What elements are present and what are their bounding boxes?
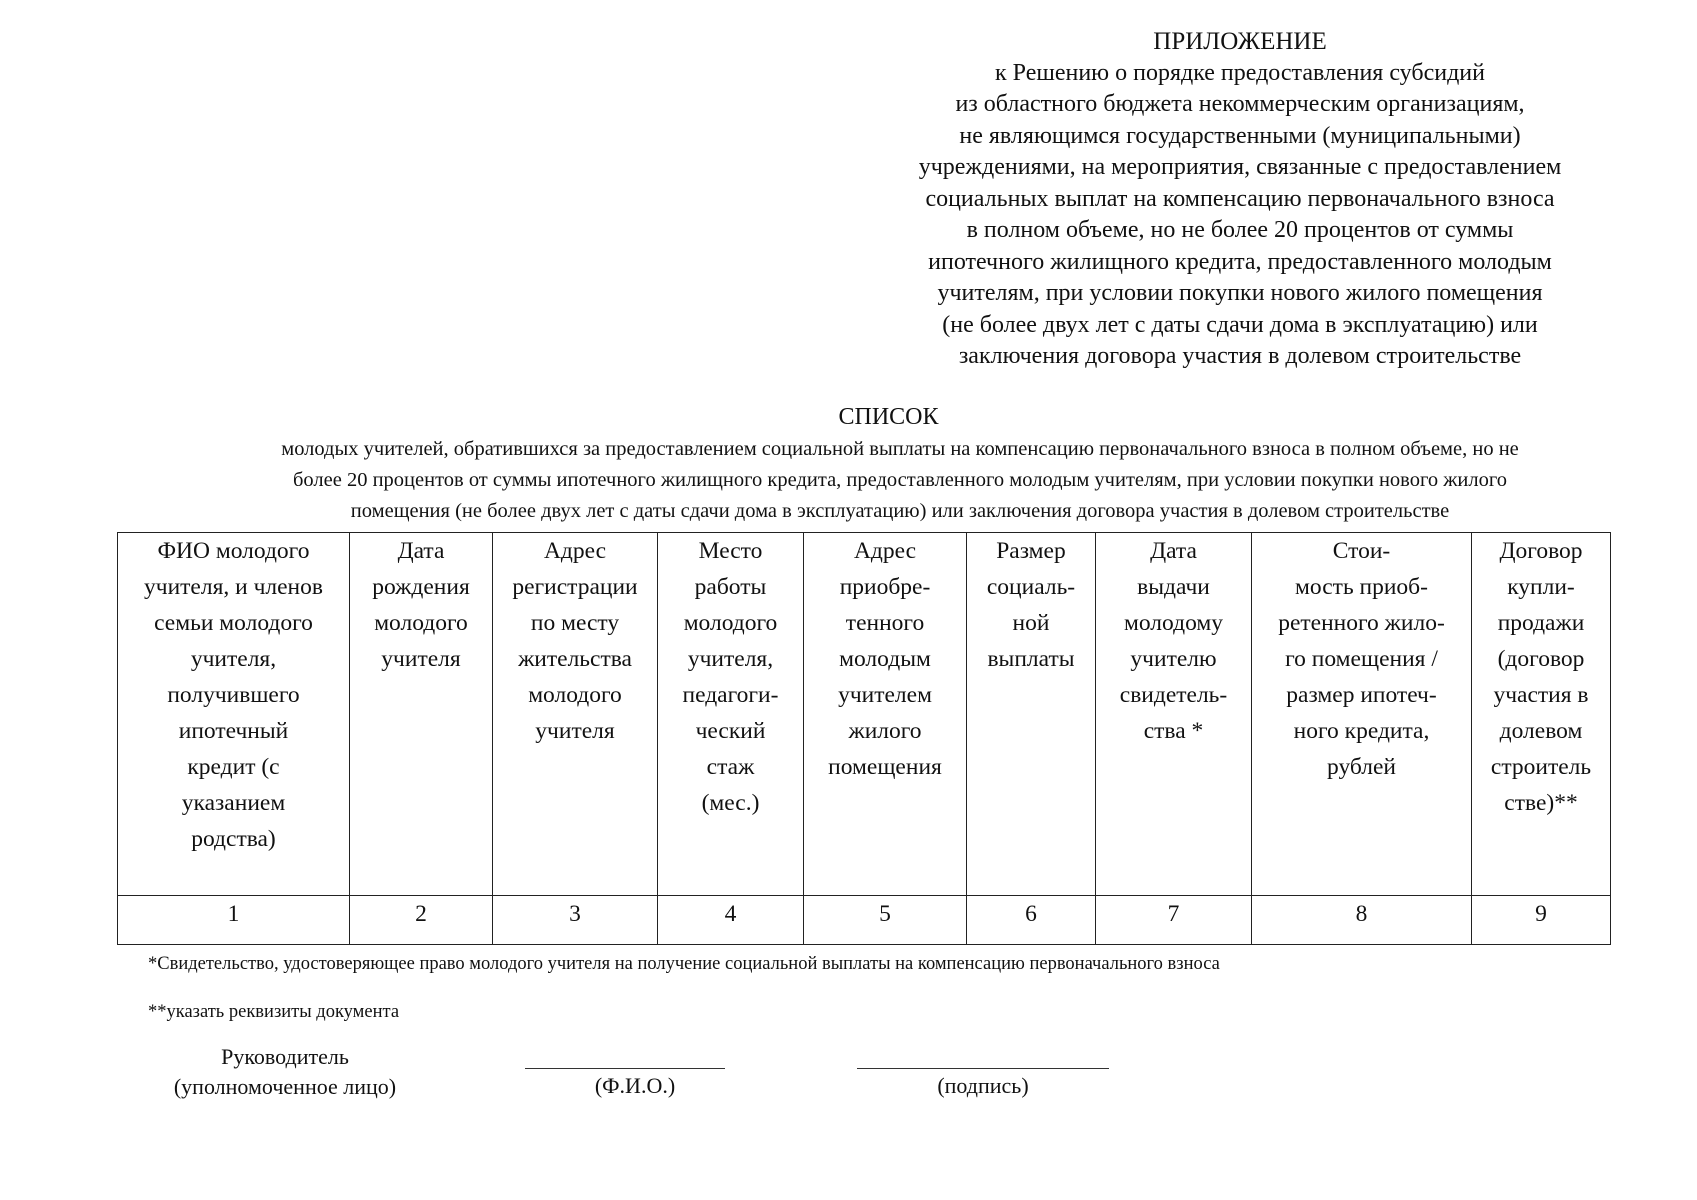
header-cell-workplace [658,533,804,896]
header-cell-property-address [804,533,967,896]
header-line: участия в [1493,682,1589,708]
table-header-row [118,533,1611,896]
header-line: ипотечный [178,718,289,744]
header-line: учителя, и членов [144,574,323,600]
header-line: учителя [535,718,615,744]
header-cell-certificate-date [1096,533,1252,896]
name-caption: (Ф.И.О.) [594,1073,676,1098]
header-line: ной [1012,610,1050,636]
header-line: ретенного жило- [1278,610,1445,636]
list-subtitle-line: более 20 процентов от суммы ипотечного жилищного кредита, предоставленного молодым учителям, при условии покупки нового жилого [292,469,1507,491]
header-line: молодому [1124,610,1223,636]
header-cell-full-name [118,533,350,896]
header-cell-payment-amount [967,533,1096,896]
appendix-line: из областного бюджета некоммерческим организациям, [955,91,1525,117]
appendix-line: к Решению о порядке предоставления субсидий [995,59,1485,86]
teachers-list-table [117,532,1611,945]
appendix-line: учителям, при условии покупки нового жилого помещения [937,280,1543,306]
header-line: стаж [706,754,755,780]
header-line: родства) [191,826,276,852]
list-subtitle-line: помещения (не более двух лет с даты сдачи дома в эксплуатацию) или заключения договора участия в долевом строительстве [350,500,1450,522]
header-line: помещения [828,754,942,780]
column-number: 5 [804,896,967,945]
header-line: приобре- [839,574,931,600]
appendix-line: в полном объеме, но не более 20 процентов от суммы [966,217,1514,243]
signature-caption: (подпись) [937,1073,1029,1098]
header-line: выдачи [1137,574,1210,600]
header-line: молодого [528,682,622,708]
list-subtitle [150,434,1650,527]
header-line: учителю [1130,646,1217,672]
header-line: свидетель- [1119,682,1228,708]
appendix-line: не являющимся государственными (муниципальными) [959,122,1521,149]
header-line: рублей [1327,754,1396,780]
column-number: 9 [1472,896,1611,945]
header-line: ческий [695,718,766,744]
column-number: 2 [350,896,493,945]
header-line: тенного [845,610,925,636]
footnote-certificate: *Свидетельство, удостоверяющее право молодого учителя на получение социальной выплаты на компенсацию первоначального взноса [148,954,1220,974]
header-line: учителя, [190,646,277,672]
list-subtitle-line: молодых учителей, обратившихся за предоставлением социальной выплаты на компенсацию первоначального взноса в полном объеме, но не [281,438,1519,460]
column-number: 7 [1096,896,1252,945]
header-line: ного кредита, [1293,718,1430,744]
table-number-row [118,896,1611,945]
header-line: рождения [372,574,470,600]
header-line: Адрес [543,538,607,564]
appendix-title: ПРИЛОЖЕНИЕ [1153,28,1327,55]
header-line: Место [698,538,763,564]
header-line: молодым [839,646,931,672]
header-cell-birth-date [350,533,493,896]
header-line: стве)** [1504,790,1578,816]
header-line: жилого [848,718,922,744]
column-number: 4 [658,896,804,945]
header-line: (договор [1497,646,1585,672]
column-number: 3 [493,896,658,945]
header-line: регистрации [512,574,638,600]
appendix-line: (не более двух лет с даты сдачи дома в эксплуатацию) или [942,311,1538,338]
header-line: учителя, [687,646,774,672]
header-line: молодого [374,610,468,636]
appendix-line: социальных выплат на компенсацию первоначального взноса [925,185,1555,212]
header-line: продажи [1497,610,1585,636]
header-line: по месту [530,610,620,636]
header-cell-property-cost [1252,533,1472,896]
header-line: Дата [1150,538,1197,564]
header-line: работы [694,574,767,600]
header-cell-registration-address [493,533,658,896]
header-line: жительства [518,646,632,672]
header-line: кредит (с [187,754,280,780]
header-line: Стои- [1332,538,1391,564]
header-line: ства * [1143,718,1204,744]
header-line: педагоги- [682,682,779,708]
header-line: выплаты [987,646,1075,672]
footnote-document-details: **указать реквизиты документа [148,1002,400,1022]
header-line: учителя [381,646,461,672]
list-title: СПИСОК [838,404,939,430]
column-number: 6 [967,896,1096,945]
header-line: го помещения / [1285,646,1438,672]
header-line: молодого [683,610,778,636]
header-line: мость приоб- [1295,574,1428,600]
header-line: указанием [181,790,286,816]
header-cell-contract [1472,533,1611,896]
appendix-line: ипотечного жилищного кредита, предоставленного молодым [928,248,1552,275]
header-line: получившего [167,682,300,708]
header-line: Договор [1499,538,1583,564]
appendix-header [780,26,1697,373]
header-line: долевом [1499,718,1583,744]
signatory-role-line: (уполномоченное лицо) [173,1074,397,1099]
column-number: 8 [1252,896,1472,945]
header-line: учителем [838,682,932,708]
header-line: семьи молодого [154,610,313,636]
header-line: Размер [996,538,1066,564]
header-line: строитель [1490,754,1592,780]
name-signature-line [525,1068,725,1069]
signatory-role-line: Руководитель [221,1044,349,1069]
signature-line [857,1068,1109,1069]
header-line: размер ипотеч- [1286,682,1437,708]
header-line: социаль- [986,574,1076,600]
signatory-role [150,1042,420,1102]
header-line: Дата [397,538,445,564]
appendix-line: учреждениями, на мероприятия, связанные с предоставлением [918,154,1562,180]
appendix-line: заключения договора участия в долевом строительстве [958,343,1522,369]
header-line: купли- [1507,574,1575,600]
header-line: (мес.) [701,790,760,816]
column-number: 1 [118,896,350,945]
header-line: Адрес [853,538,917,564]
header-line: ФИО молодого [157,538,310,564]
